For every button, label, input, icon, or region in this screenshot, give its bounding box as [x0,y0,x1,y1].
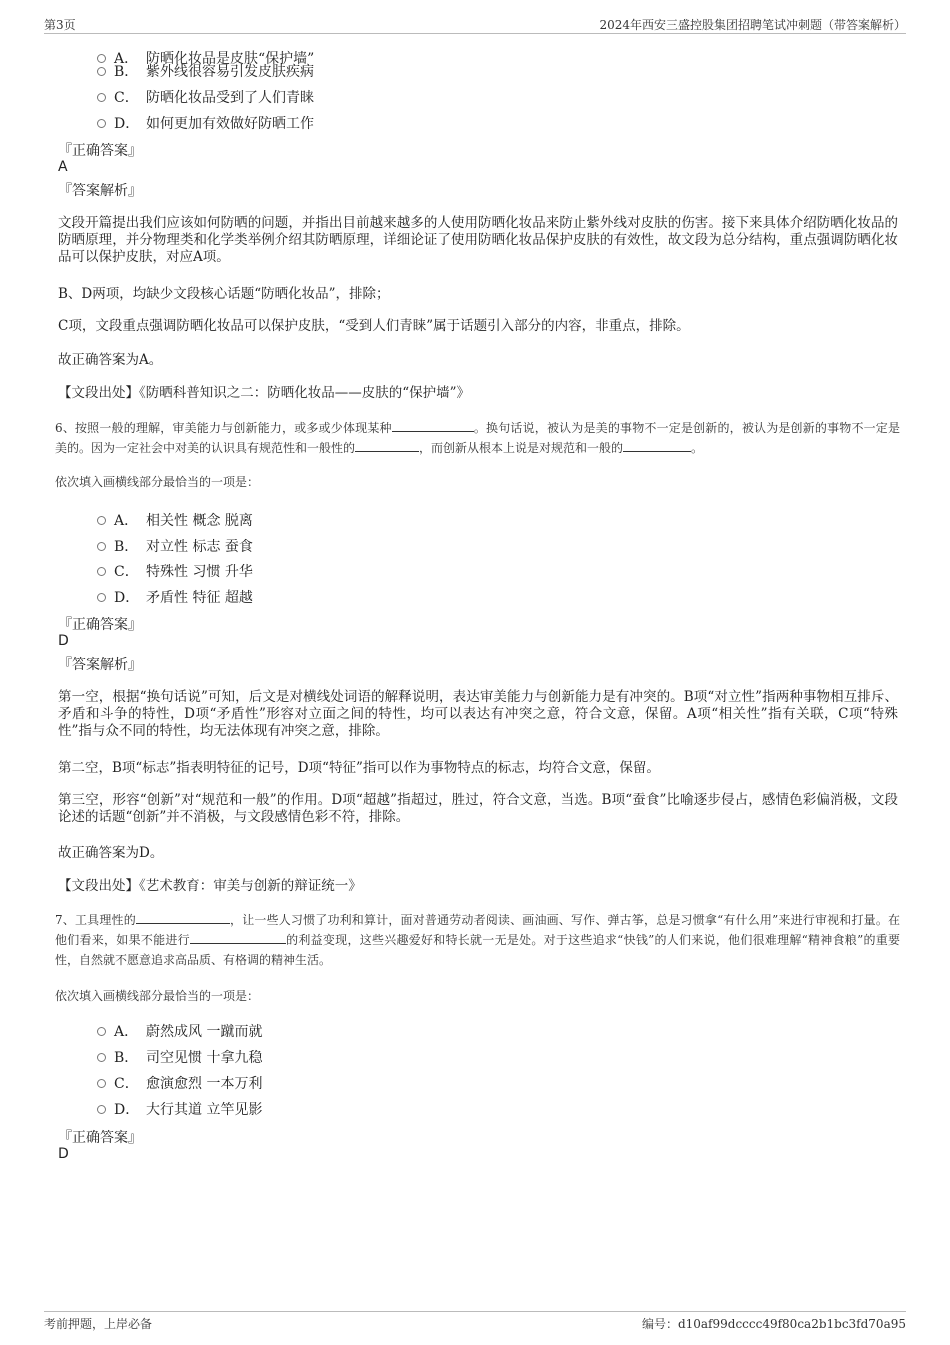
q6-analysis-paragraph: 第二空，B项“标志”指表明特征的记号，D项“特征”指可以作为事物特点的标志，均符合文意，保留。 [58,760,660,776]
q7-answer-label: 『正确答案』 [58,1130,142,1146]
q6-analysis-paragraph: 第三空，形容“创新”对“规范和一般”的作用。D项“超越”指超过，胜过，符合文意，当选。B项“蚕食”比喻逐步侵占，感情色彩偏消极，文段论述的话题“创新”并不消极，与文段感情色彩不符，排除。 [58,792,898,825]
document-title: 2024年西安三盛控股集团招聘笔试冲刺题（带答案解析） [599,18,906,32]
q5-analysis-paragraph: 文段开篇提出我们应该如何防晒的问题，并指出目前越来越多的人使用防晒化妆品来防止紫外线对皮肤的伤害。接下来具体介绍防晒化妆品的防晒原理，并分物理类和化学类举例介绍其防晒原理，详细论证了使用防晒化妆品保护皮肤的有效性，故文段为总分结构，重点强调防晒化妆品可以保护皮肤，对应A项。 [58,215,898,265]
radio-icon[interactable] [97,567,106,576]
page-number: 第3页 [44,18,76,32]
q6-analysis-paragraph: 第一空，根据“换句话说”可知，后文是对横线处词语的解释说明，表达审美能力与创新能力是有冲突的。B项“对立性”指两种事物相互排斥、矛盾和斗争的特性，D项“矛盾性”形容对立面之间的特性，均可以表达有冲突之意，符合文意，保留。A项“相关性”指有关联，C项“特殊性”指与众不同的特性，均无法体现有冲突之意，排除。 [58,689,898,739]
q7-stem: 7、工具理性的 ，让一些人习惯了功利和算计，面对普通劳动者阅读、画油画、写作、弹古筝，总是习惯拿“有什么用”来进行审视和打量。在他们看来，如果不能进行 的利益变现，这些兴趣爱好和特长就一无是处。对于这些追求“快钱”的人们来说，他们很难理解“精神食粮”的重要性，自然就不愿意追求高品质、有格调的精神生活。 [55,913,900,967]
radio-icon[interactable] [97,67,106,76]
q5-option-c[interactable]: C． 防晒化妆品受到了人们青睐 [97,87,314,105]
blank-line [623,440,691,452]
radio-icon[interactable] [97,542,106,551]
q6-answer: D [58,633,69,649]
document-id: 编号：d10af99dcccc49f80ca2b1bc3fd70a95 [641,1317,906,1331]
q5-option-a[interactable]: A． 防晒化妆品是皮肤“保护墙” [97,48,314,66]
footer-slogan: 考前押题，上岸必备 [44,1317,153,1331]
radio-icon[interactable] [97,1105,106,1114]
radio-icon[interactable] [97,119,106,128]
q5-answer: A [58,159,68,175]
blank-line [355,440,419,452]
q5-analysis-paragraph: C项，文段重点强调防晒化妆品可以保护皮肤，“受到人们青睐”属于话题引入部分的内容，非重点，排除。 [58,318,690,334]
q6-prompt: 依次填入画横线部分最恰当的一项是： [55,475,260,489]
radio-icon[interactable] [97,516,106,525]
q7-option-c[interactable]: C． 愈演愈烈 一本万利 [97,1073,262,1091]
q6-analysis-paragraph: 故正确答案为D。 [58,845,164,861]
q7-prompt: 依次填入画横线部分最恰当的一项是： [55,989,260,1003]
q5-analysis-label: 『答案解析』 [58,183,142,199]
q7-option-d[interactable]: D． 大行其道 立竿见影 [97,1099,262,1117]
radio-icon[interactable] [97,93,106,102]
blank-line [136,912,230,924]
page-header [44,14,906,34]
q5-source: 【文段出处】《防晒科普知识之二：防晒化妆品——皮肤的“保护墙”》 [58,385,471,401]
radio-icon[interactable] [97,1027,106,1036]
q6-answer-label: 『正确答案』 [58,617,142,633]
q5-analysis-paragraph: 故正确答案为A。 [58,352,163,368]
q6-source: 【文段出处】《艺术教育：审美与创新的辩证统一》 [58,878,362,894]
q5-answer-label: 『正确答案』 [58,143,142,159]
q5-analysis-paragraph: B、D两项，均缺少文段核心话题“防晒化妆品”，排除； [58,286,390,302]
q6-option-c[interactable]: C． 特殊性 习惯 升华 [97,561,253,579]
q6-stem: 6、按照一般的理解，审美能力与创新能力，或多或少体现某种 。换句话说，被认为是美的事物不一定是创新的，被认为是创新的事物不一定是美的。因为一定社会中对美的认识具有规范性和一般性的 ，而创新从根本上说是对规范和一般的 。 [55,421,900,455]
blank-line [392,420,474,432]
radio-icon[interactable] [97,593,106,602]
q5-option-b[interactable]: B． 紫外线很容易引发皮肤疾病 [97,61,314,79]
q7-option-b[interactable]: B． 司空见惯 十拿九稳 [97,1047,262,1065]
radio-icon[interactable] [97,1079,106,1088]
q7-answer: D [58,1146,69,1162]
blank-line [190,932,286,944]
q6-option-a[interactable]: A． 相关性 概念 脱离 [97,510,253,528]
page-footer [44,1311,906,1333]
q5-option-d[interactable]: D． 如何更加有效做好防晒工作 [97,113,314,131]
q6-option-d[interactable]: D． 矛盾性 特征 超越 [97,587,253,605]
q7-option-a[interactable]: A． 蔚然成风 一蹴而就 [97,1021,262,1039]
q6-analysis-label: 『答案解析』 [58,657,142,673]
q6-option-b[interactable]: B． 对立性 标志 蚕食 [97,536,253,554]
radio-icon[interactable] [97,1053,106,1062]
